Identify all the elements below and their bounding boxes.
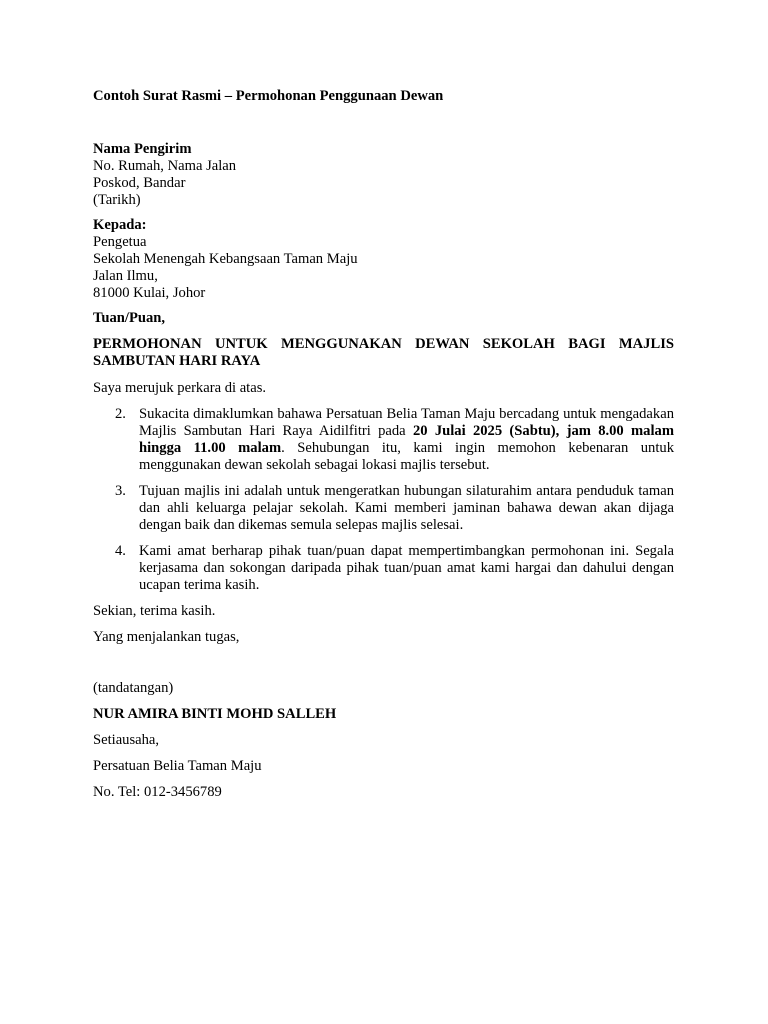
signer-position: Setiausaha, <box>93 732 160 748</box>
recipient-block <box>93 217 674 302</box>
point-highlight: 20 Julai 2025 (Sabtu), jam 8.00 malam hingga 11.00 malam <box>139 423 674 456</box>
letter-points <box>93 406 674 594</box>
signer-organization: Persatuan Belia Taman Maju <box>93 758 262 774</box>
point-text-end: . Sehubungan itu, kami ingin memohon kebenaran untuk menggunakan dewan sekolah sebagai lokasi majlis tersebut. <box>139 440 674 473</box>
point-number: 2. <box>115 406 126 422</box>
point-number: 4. <box>115 543 126 559</box>
letter-subject: PERMOHONAN UNTUK MENGGUNAKAN DEWAN SEKOLAH BAGI MAJLIS SAMBUTAN HARI RAYA <box>93 336 674 369</box>
sender-address-line1: No. Rumah, Nama Jalan <box>93 158 237 174</box>
reference-line: Saya merujuk perkara di atas. <box>93 380 267 396</box>
recipient-label: Kepada: <box>93 217 147 233</box>
signer-phone: No. Tel: 012-3456789 <box>93 784 222 800</box>
recipient-title: Pengetua <box>93 234 147 250</box>
sender-name: Nama Pengirim <box>93 141 192 157</box>
recipient-school: Sekolah Menengah Kebangsaan Taman Maju <box>93 251 358 267</box>
list-item <box>93 483 674 534</box>
point-text: Kami amat berharap pihak tuan/puan dapat mempertimbangkan permohonan ini. Segala kerjasama dan sokongan daripada pihak tuan/puan amat kami hargai dan dahului dengan ucapan terima kasih. <box>139 543 674 593</box>
salutation: Tuan/Puan, <box>93 310 166 326</box>
signature-placeholder: (tandatangan) <box>93 680 174 696</box>
signer-name: NUR AMIRA BINTI MOHD SALLEH <box>93 706 337 722</box>
closing-line: Sekian, terima kasih. <box>93 603 216 619</box>
letter-body <box>93 88 674 801</box>
point-number: 3. <box>115 483 126 499</box>
list-item <box>93 543 674 594</box>
point-text: Sukacita dimaklumkan bahawa Persatuan Belia Taman Maju bercadang untuk mengadakan Majlis Sambutan Hari Raya Aidilfitri pada <box>139 406 674 439</box>
point-text: Tujuan majlis ini adalah untuk mengeratkan hubungan silaturahim antara penduduk taman dan ahli keluarga pelajar sekolah. Kami memberi jaminan bahawa dewan akan dijaga dengan baik dan dikemas semula selepas majlis selesai. <box>139 483 674 533</box>
recipient-street: Jalan Ilmu, <box>93 268 158 284</box>
document-title: Contoh Surat Rasmi – Permohonan Penggunaan Dewan <box>93 88 444 104</box>
sender-block <box>93 141 674 209</box>
list-item <box>93 406 674 474</box>
recipient-postcode-city: 81000 Kulai, Johor <box>93 285 206 301</box>
sign-off: Yang menjalankan tugas, <box>93 629 240 645</box>
sender-date: (Tarikh) <box>93 192 141 208</box>
sender-address-line2: Poskod, Bandar <box>93 175 186 191</box>
